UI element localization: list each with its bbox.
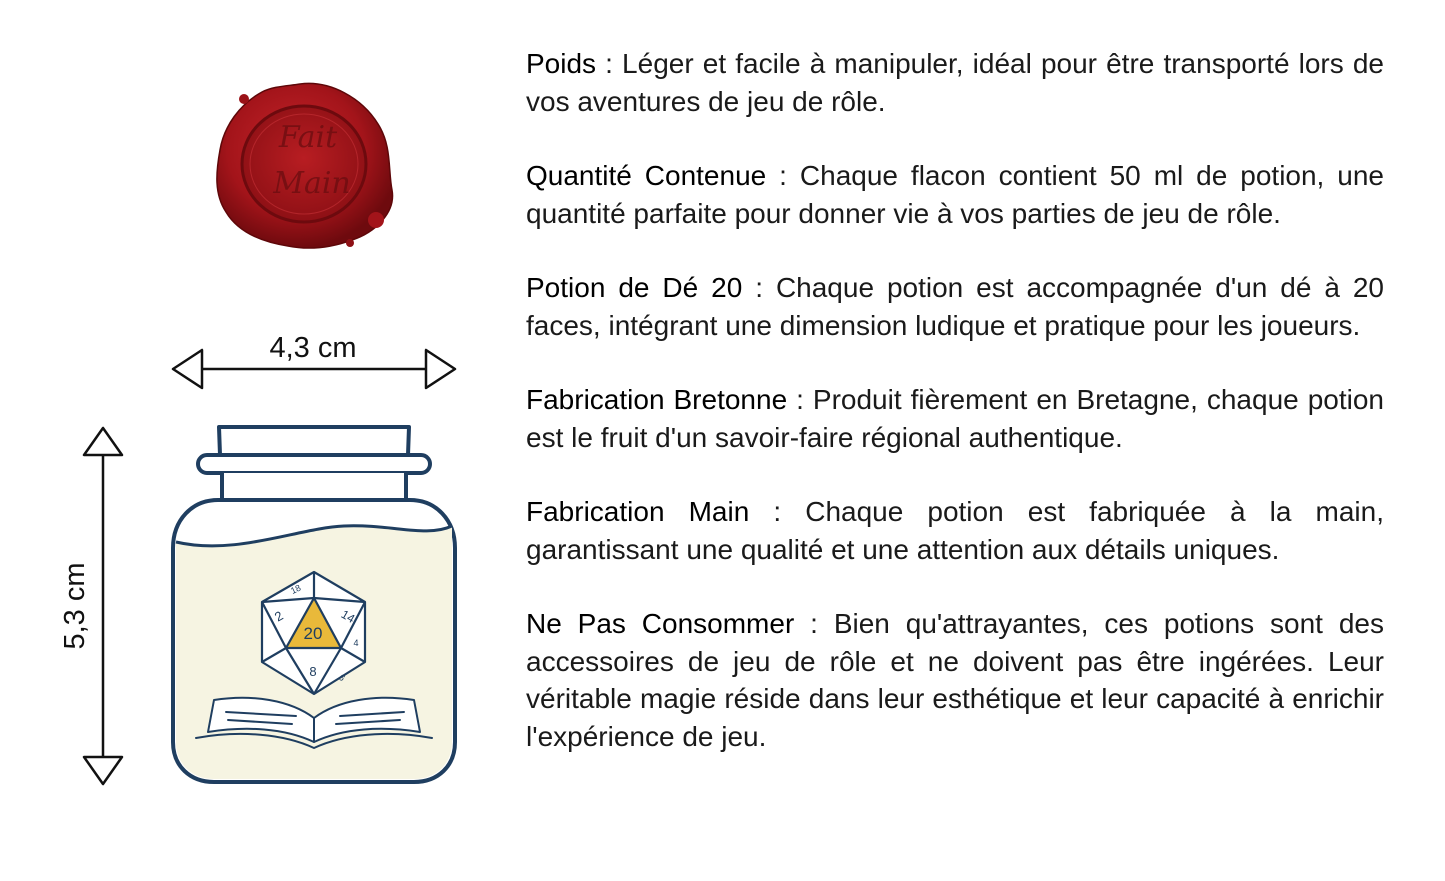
label-fabrication-bretonne: Fabrication Bretonne: [526, 384, 788, 415]
die-face-top-left: 18: [289, 582, 303, 596]
text-poids: Léger et facile à manipuler, idéal pour être transporté lors de vos aventures de jeu de rôle.: [526, 48, 1384, 117]
paragraph-ne-pas-consommer: [526, 605, 1384, 755]
text-quantite: Chaque flacon contient 50 ml de potion, une quantité parfaite pour donner vie à vos parties de jeu de rôle.: [526, 160, 1384, 229]
separator: :: [787, 384, 813, 415]
paragraph-fabrication-main: [526, 493, 1384, 568]
die-face-lower-right: 4: [353, 638, 359, 648]
label-fabrication-main: Fabrication Main: [526, 496, 750, 527]
separator: :: [596, 48, 623, 79]
seal-text-line1: Fait: [278, 120, 338, 155]
height-label: 5,3 cm: [59, 562, 91, 650]
separator: :: [749, 496, 806, 527]
description-column: [526, 45, 1384, 792]
seal-text-line2: Main: [273, 166, 351, 201]
illustration: [0, 0, 520, 881]
text-potion-de-20: Chaque potion est accompagnée d'un dé à 20 faces, intégrant une dimension ludique et pratique pour les joueurs.: [526, 272, 1385, 341]
wax-seal-icon: [217, 83, 393, 248]
label-quantite: Quantité Contenue: [526, 160, 767, 191]
separator: :: [766, 160, 800, 191]
separator: :: [794, 608, 834, 639]
text-ne-pas-consommer: Bien qu'attrayantes, ces potions sont des accessoires de jeu de rôle et ne doivent pas être ingérées. Leur véritable magie réside dans leur esthétique et leur capacité à enrichir l'expérience de jeu.: [526, 608, 1384, 752]
die-face-left: 2: [271, 607, 286, 625]
separator: :: [742, 272, 776, 303]
text-fabrication-bretonne: Produit fièrement en Bretagne, chaque potion est le fruit d'un savoir-faire régional authentique.: [526, 384, 1384, 453]
paragraph-potion-de-20: [526, 269, 1384, 344]
label-poids: Poids: [526, 48, 597, 79]
label-ne-pas-consommer: Ne Pas Consommer: [526, 608, 795, 639]
label-potion-de-20: Potion de Dé 20: [526, 272, 743, 303]
paragraph-fabrication-bretonne: [526, 381, 1384, 456]
paragraph-quantite: [526, 157, 1384, 232]
width-label: 4,3 cm: [269, 332, 357, 364]
die-face-bottom: 8: [309, 664, 317, 679]
die-face-top: 20: [303, 624, 323, 643]
die-face-bottom-right: 6: [336, 672, 348, 684]
die-face-right: 14: [338, 607, 358, 626]
text-fabrication-main: Chaque potion est fabriquée à la main, garantissant une qualité et une attention aux détails uniques.: [526, 496, 1384, 565]
paragraph-poids: [526, 45, 1384, 120]
